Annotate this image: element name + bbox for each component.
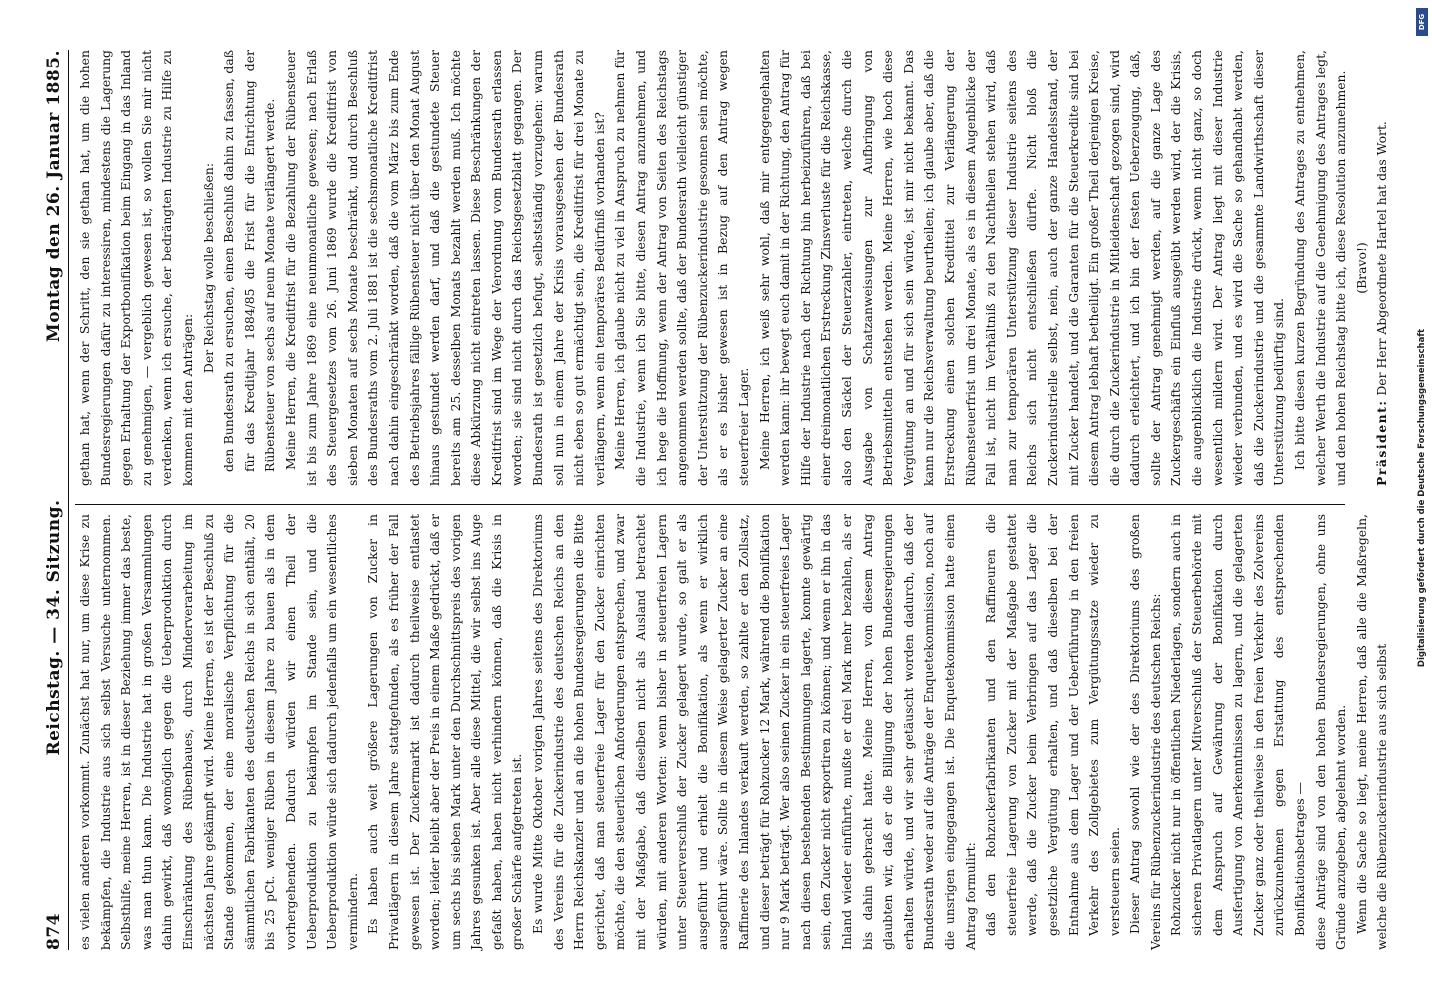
paragraph: Ich bitte diesen kurzen Begründung des Antrages zu entnehmen, welcher Werth die Industrie auf die Genehmigung des Antrages legt, und den hohen Reichstag bitte ich, diese Resolution anzunehmen. xyxy=(1292,50,1349,486)
president-statement xyxy=(1372,50,1393,486)
paragraph: diese Anträge sind von den hohen Bundesregierungen, ohne uns Gründe anzugeben, abgelehnt worden. xyxy=(1312,514,1349,950)
motion-heading: Der Reichstag wolle beschließen: xyxy=(200,162,216,374)
paragraph: gethan hat, wenn der Schritt, den sie gethan hat, um die hohen Bundesregierungen dafür zu interessiren, mindestens die Lagerung gegen Erhaltung der Exportbonifikation beim Eingang in das Inland zu genehmigen, — vergeblich gewesen ist, so wollen Sie mir nicht verdenken, wenn ich ersuche, der bedrängten Industrie zu Hilfe zu kommen mit den Anträgen: xyxy=(77,50,195,486)
right-column xyxy=(75,50,1390,486)
paragraph: Meine Herren, ich glaube nicht zu viel in Anspruch zu nehmen für die Industrie, wenn ich Sie bitte, diesen Antrag anzunehmen, und ich hege die Hoffnung, wenn der Antrag von Seiten des Reichstags angenommen werden sollte, daß der Bundesrath vielleicht günstiger der Unterstützung der Rübenzuckerindustrie gesonnen sein möchte, als er es bisher gewesen ist in Bezug auf den Antrag wegen steuerfreier Lager. xyxy=(612,50,751,486)
paragraph: es vielen anderen vorkommt. Zunächst hat nur, um diese Krise zu bekämpfen, die Industrie aus sich selbst Versuche unternommen. Selbsthilfe, meine Herren, ist in dieser Beziehung immer das beste, was man thun kann. Die Industrie hat in großen Versammlungen dahin gewirkt, daß womöglich gegen die Ueberproduktion durch Einschränkung des Rübenbaues, durch Minderverarbeitung im nächsten Jahre gekämpft wird. Meine Herren, es ist der Beschluß zu Stande gekommen, der eine moralische Verpflichtung für die sämmtlichen Fabrikanten des deutschen Reichs in sich enthält, 20 bis 25 pCt. weniger Rüben in diesem Jahre zu bauen als in dem vorhergehenden. Dadurch würden wir einen Theil der Ueberproduktion zu bekämpfen im Stande sein, und die Ueberproduktion würde sich dadurch jedenfalls um ein wesentliches vermindern. xyxy=(77,514,360,950)
session-title: Reichstag. — 34. Sitzung. xyxy=(44,499,64,756)
page-header xyxy=(44,50,69,950)
paragraph: Meine Herren, ich weiß sehr wohl, daß mir entgegengehalten werden kann: ihr bewegt euch damit in der Richtung, den Antrag für Hilfe der Industrie nach der Richtung hin herbeizuführen, daß bei einer dreimonatlichen Erstreckung Zinsverluste für die Reichskasse, also den Säckel der Steuerzahler, eintreten, welche durch die Ausgabe von Schatzanweisungen zur Aufbringung von Betriebsmitteln entstehen werden. Meine Herren, wie hoch diese Vergütung an und für sich sein würde, ist mir nicht bekannt. Das kann nur die Reichsverwaltung beurtheilen; ich glaube aber, daß die Erstreckung einen solchen Kredittitel zur Verlängerung der Rübensteuerfrist um drei Monate, als es in diesem Augenblicke der Fall ist, nicht im Verhältniß zu den Nachtheilen stehen wird, daß man zur temporären Unterstützung dieser Industrie seitens des Reichs sich nicht entschließen dürfte. Nicht bloß die Zuckerindustrielle selbst, nein, auch der ganze Handelsstand, der mit Zucker handelt, und die Garanten für die Steuerkredite sind bei diesem Antrag lebhaft betheiligt. Ein großer Theil derjenigen Kreise, die durch die Zuckerindustrie in Mitleidenschaft gezogen sind, wird dadurch erleichtert, und ich bin der festen Ueberzeugung, daß, sollte der Antrag genehmigt werden, auf die ganze Lage des Zuckergeschäfts ein Einfluß ausgeübt werden wird, der die Krisis, die augenblicklich die Industrie drückt, wenn nicht ganz, so doch wesentlich mildern wird. Der Antrag liegt mit dieser Industrie wieder verbunden, und es wird die Sache so gehandhabt werden, daß die Zuckerindustrie und die gesammte Landwirthschaft dieser Unterstützung bedürftig sind. xyxy=(756,50,1287,486)
digitization-note: Digitalisierung gefördert durch die Deutsche Forschungsgemeinschaft xyxy=(1417,328,1427,668)
paragraph: Es wurde Mitte Oktober vorigen Jahres seitens des Direktoriums des Vereins für die Zuckerindustrie des deutschen Reichs an den Herrn Reichskanzler und an die hohen Bundesregierungen die Bitte gerichtet, daß man steuerfreie Lager für den Zucker einrichten möchte, die den steuerlichen Anforderungen entsprechen, und zwar mit der Maßgabe, daß dieselben nicht als Ausland betrachtet würden, mit anderen Worten: wenn bisher in steuerfreien Lagern unter Steuerverschluß der Zucker gelagert wurde, so galt er als ausgeführt und erhielt die Bonifikation, als wenn er wirklich ausgeführt wäre. Sollte in diesem Weise gelagerter Zucker an eine Raffinerie des Inlandes verkauft werden, so zahlte er den Zollsatz, und dieser beträgt für Rohzucker 12 Mark, während die Bonifikation nur 9 Mark beträgt. Wer also seinen Zucker in ein steuerfreies Lager nach diesen bestehenden Bestimmungen lagerte, konnte gewärtig sein, den Zucker nicht exportiren zu können; und wenn er ihn in das Inland wieder einführte, mußte er drei Mark mehr bezahlen, als er bis dahin gebracht hatte. Meine Herren, von diesem Antrag glaubten wir, daß er die Billigung der hohen Bundesregierungen erhalten würde, und wir sehr getäuscht worden dadurch, daß der Bundesrath weder auf die Anträge der Enquetekommission, noch auf die unsrigen eingegangen ist. Die Enquetekommission hatte einen Antrag formulirt: xyxy=(530,514,978,950)
digitization-credit xyxy=(1416,8,1428,988)
page-number: 874 xyxy=(44,913,64,950)
speaker-label: Präsident: xyxy=(1374,399,1390,486)
dfg-logo-icon: DFG xyxy=(1416,8,1428,36)
paragraph: Dieser Antrag sowohl wie der des Direktoriums des großen Vereins für Rübenzuckerindustrie des deutschen Reichs: xyxy=(1127,514,1163,950)
paragraph: Es haben auch weit größere Lagerungen von Zucker in Privatlägern in diesem Jahre stattgefunden, als es früher der Fall gewesen ist. Der Zuckermarkt ist dadurch theilweise entlastet worden; leider bleibt aber der Preis in einem Maße gedrückt, daß er um sechs bis sieben Mark unter den Durchschnittspreis des vorigen Jahres gesunken ist. Aber alle diese Mittel, die wir selbst ins Auge gefaßt haben, haben nicht verhindern können, daß die Krisis in großer Schärfe aufgetreten ist. xyxy=(365,514,525,950)
speaker-text: Der Herr Abgeordnete Hartel hat das Wort. xyxy=(1374,121,1390,396)
rotated-document-page xyxy=(26,20,1406,980)
motion-text: den Bundesrath zu ersuchen, einen Beschluß dahin zu fassen, daß für das Kreditjahr 1884/85 die Frist für die Entrichtung der Rübensteuer von sechs auf neun Monate verlängert werde. xyxy=(221,50,278,472)
paragraph: Meine Herren, die Kreditfrist für die Bezahlung der Rübensteuer ist bis zum Jahre 1869 eine neunmonatliche gewesen; nach Erlaß des Steuergesetzes vom 26. Juni 1869 wurde die Kreditfrist von sieben Monaten auf sechs Monate beschränkt, und durch Beschluß des Bundesraths vom 2. Juli 1881 ist die sechsmonatliche Kreditfrist nach dahin eingeschränkt worden, daß die vom März bis zum Ende des Betriebsjahres fällige Rübensteuer nicht über den Monat August hinaus gestundet werden darf, und daß die gestundete Steuer bereits am 25. desselben Monats bezahlt werden muß. Ich möchte diese Abkürzung nicht eintreten lassen. Diese Beschränkungen der Kreditfrist sind im Wege der Verordnung vom Bundesrath erlassen worden; sie sind nicht durch das Reichsgesetzblatt gegangen. Der Bundesrath ist gesetzlich befugt, selbstständig vorzugehen: warum soll nun in einem Jahre der Krisis vorausgesehen der Bundesrath nicht eben so gut ermächtigt sein, die Kreditfrist für drei Monate zu verlängern, wenn ein temporäres Bedürfniß vorhanden ist? xyxy=(282,50,607,486)
commission-motion-quote: daß den Rohzuckerfabrikanten und den Raffineuren die steuerfreie Lagerung von Zucker mit der Maßgabe gestattet werde, daß die Zucker beim Verbringen auf das Lager die gesetzliche Vergütung erhalten, und daß dieselben bei der Entnahme aus dem Lager und der Ueberführung in den freien Verkehr des Zollgebietes zum Vergütungssatze wieder zu versteuern seien. xyxy=(983,514,1122,936)
paragraph: Wenn die Sache so liegt, meine Herren, daß alle die Maßregeln, welche die Rübenzuckerindustrie aus sich selbst xyxy=(1353,514,1390,950)
left-column xyxy=(75,504,1390,950)
directorate-motion-quote: Rohzucker nicht nur in öffentlichen Niederlagen, sondern auch in sicheren Privatlagern unter Mitverschluß der Steuerbehörde mit dem Anspruch auf Gewährung der Bonifikation durch Ausfertigung von Anerkenntnissen zu lagern, und die gelagerten Zucker ganz oder theilweise in den freien Verkehr des Zolvereins zurückzunehmen gegen Erstattung des entsprechenden Bonifikationsbetrages — xyxy=(1168,514,1308,936)
session-date: Montag den 26. Januar 1885. xyxy=(44,50,64,343)
text-columns xyxy=(75,50,1390,950)
applause-note: (Bravo!) xyxy=(1353,242,1369,294)
